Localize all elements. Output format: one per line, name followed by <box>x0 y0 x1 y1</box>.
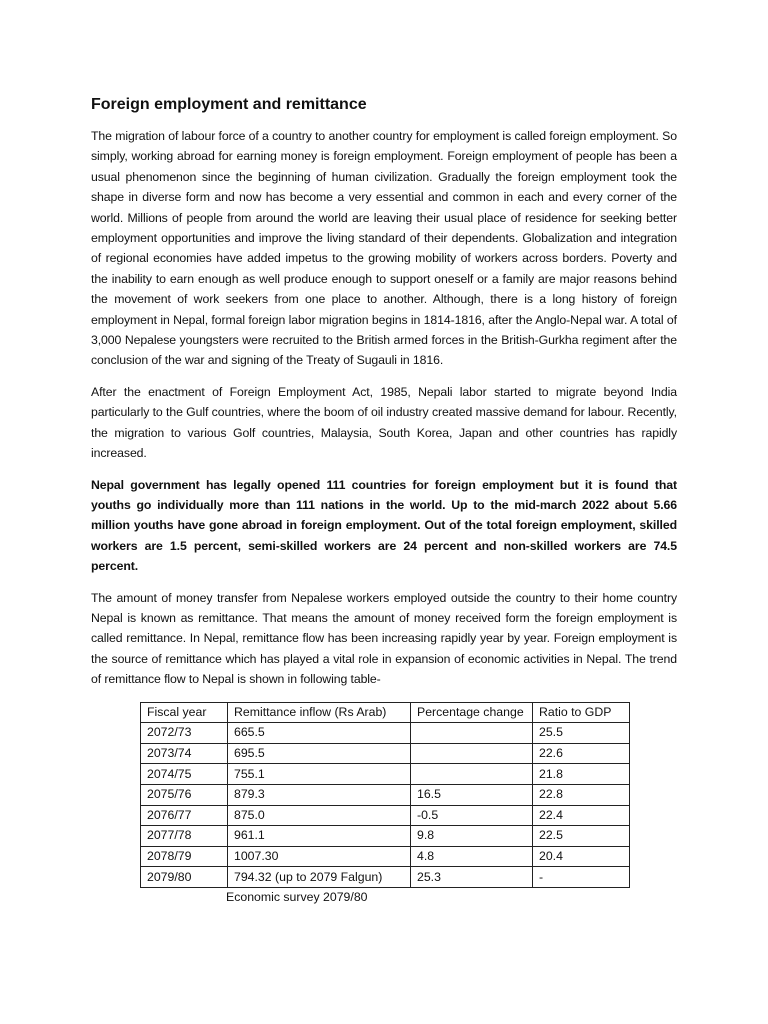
document-page <box>91 0 677 927</box>
table-cell: 2076/77 <box>141 805 228 826</box>
paragraph-statistics: Nepal government has legally opened 111 countries for foreign employment but it is found that youths go individually more than 111 nations in the world. Up to the mid-march 2022 about 5.66 million youths have gone abroad in foreign employment. Out of the total foreign employment, skilled workers are 1.5 percent, semi-skilled workers are 24 percent and non-skilled workers are 74.5 percent. <box>91 477 677 574</box>
page-title: Foreign employment and remittance <box>91 96 367 113</box>
table-cell: 9.8 <box>411 826 533 847</box>
table-cell: 2075/76 <box>141 784 228 805</box>
table-header-cell: Remittance inflow (Rs Arab) <box>228 702 411 723</box>
table-cell <box>411 743 533 764</box>
table-cell: 25.5 <box>533 723 630 744</box>
remittance-table <box>140 702 630 888</box>
table-cell: 4.8 <box>411 846 533 867</box>
table-cell: 20.4 <box>533 846 630 867</box>
table-cell: 2077/78 <box>141 826 228 847</box>
table-row <box>141 805 630 826</box>
table-header-cell: Ratio to GDP <box>533 702 630 723</box>
table-cell: 22.5 <box>533 826 630 847</box>
table-cell: 2074/75 <box>141 764 228 785</box>
table-cell <box>411 764 533 785</box>
table-cell: 21.8 <box>533 764 630 785</box>
table-cell: 25.3 <box>411 867 533 888</box>
table-cell: 755.1 <box>228 764 411 785</box>
table-row <box>141 764 630 785</box>
table-cell: 2072/73 <box>141 723 228 744</box>
table-header-cell: Percentage change <box>411 702 533 723</box>
table-row <box>141 826 630 847</box>
table-row <box>141 743 630 764</box>
table-caption: Economic survey 2079/80 <box>226 889 368 904</box>
table-cell: 2079/80 <box>141 867 228 888</box>
table-cell: 22.8 <box>533 784 630 805</box>
table-row <box>141 723 630 744</box>
table-cell: 879.3 <box>228 784 411 805</box>
table-cell: 2078/79 <box>141 846 228 867</box>
table-header-cell: Fiscal year <box>141 702 228 723</box>
paragraph-history: After the enactment of Foreign Employment Act, 1985, Nepali labor started to migrate beyond India particularly to the Gulf countries, where the boom of oil industry created massive demand for labour. Recently, the migration to various Golf countries, Malaysia, South Korea, Japan and other countries has rapidly increased. <box>91 384 677 461</box>
table-row <box>141 846 630 867</box>
table-row <box>141 867 630 888</box>
table-cell: 695.5 <box>228 743 411 764</box>
table-cell <box>411 723 533 744</box>
table-cell: 665.5 <box>228 723 411 744</box>
table-cell: -0.5 <box>411 805 533 826</box>
table-header-row <box>141 702 630 723</box>
table-cell: 22.4 <box>533 805 630 826</box>
table-cell: 875.0 <box>228 805 411 826</box>
table-cell: 2073/74 <box>141 743 228 764</box>
table-cell: 961.1 <box>228 826 411 847</box>
table-cell: 22.6 <box>533 743 630 764</box>
table-row <box>141 784 630 805</box>
paragraph-remittance: The amount of money transfer from Nepalese workers employed outside the country to their home country Nepal is known as remittance. That means the amount of money received form the foreign employment is called remittance. In Nepal, remittance flow has been increasing rapidly year by year. Foreign employment is the source of remittance which has played a vital role in expansion of economic activities in Nepal. The trend of remittance flow to Nepal is shown in following table- <box>91 590 677 687</box>
table-cell: 794.32 (up to 2079 Falgun) <box>228 867 411 888</box>
paragraph-definition: The migration of labour force of a country to another country for employment is called foreign employment. So simply, working abroad for earning money is foreign employment. Foreign employment of people has been a usual phenomenon since the beginning of human civilization. Gradually the foreign employment took the shape in diverse form and now has become a very essential and common in each and every corner of the world. Millions of people from around the world are leaving their usual place of residence for seeking better employment opportunities and improve the living standard of their dependents. Globalization and integration of regional economies have added impetus to the growing mobility of workers across borders. Poverty and the inability to earn enough as well produce enough to support oneself or a family are major reasons behind the movement of work seekers from one place to another. Although, there is a long history of foreign employment in Nepal, formal foreign labor migration begins in 1814-1816, after the Anglo-Nepal war. A total of 3,000 Nepalese youngsters were recruited to the British armed forces in the British-Gurkha regiment after the conclusion of the war and signing of the Treaty of Sugauli in 1816. <box>91 129 677 368</box>
table-cell: 16.5 <box>411 784 533 805</box>
table-cell: 1007.30 <box>228 846 411 867</box>
table-cell: - <box>533 867 630 888</box>
